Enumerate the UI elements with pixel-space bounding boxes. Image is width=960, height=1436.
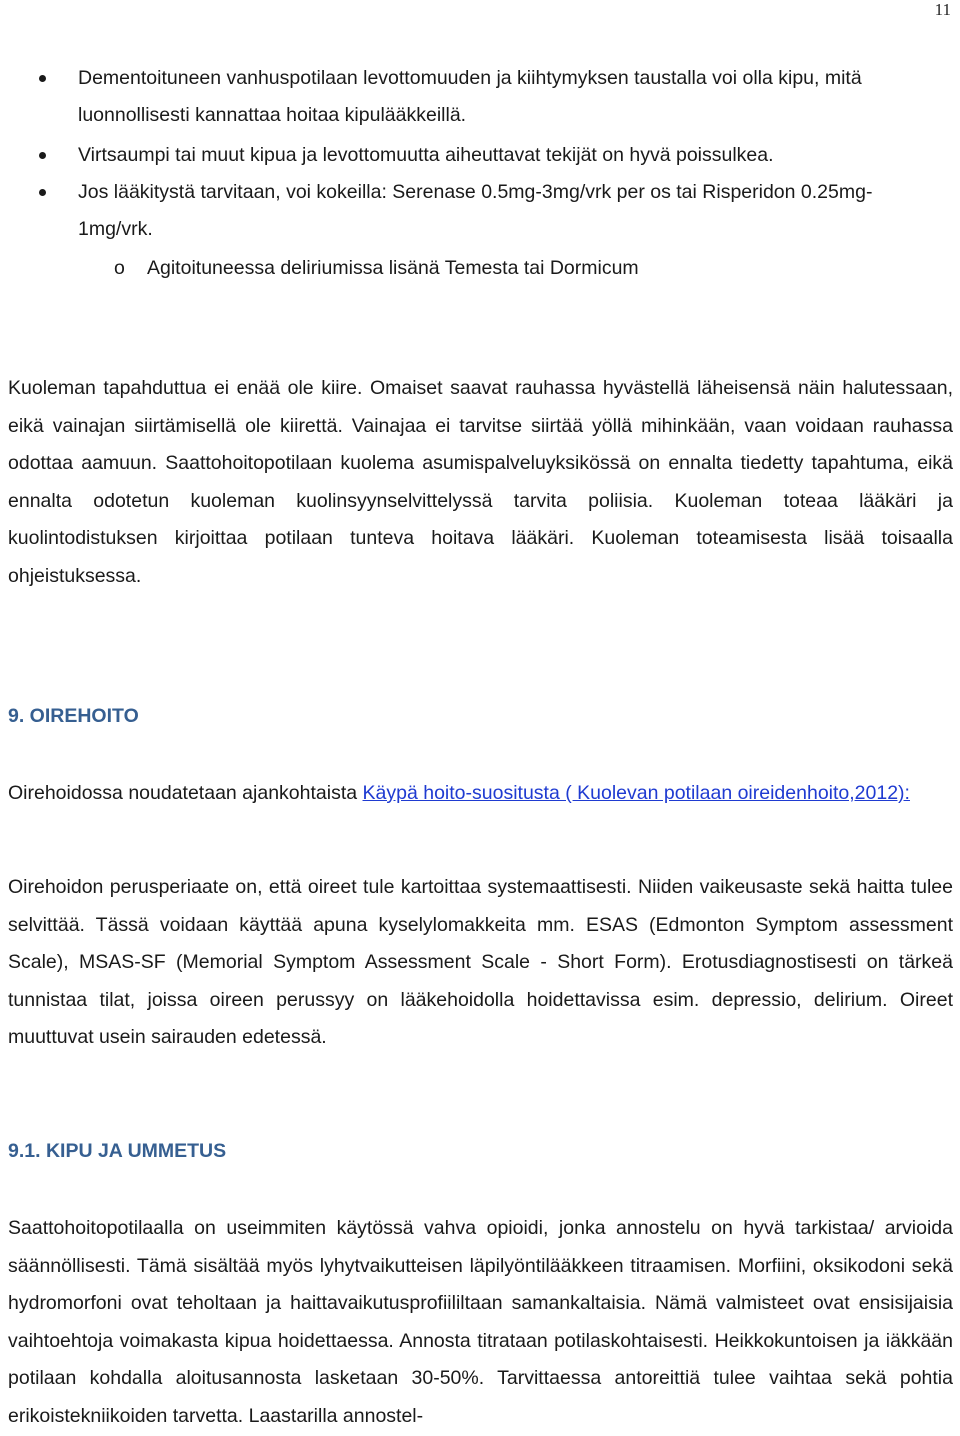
page-number: 11 [934, 0, 951, 19]
bullet-text: Dementoituneen vanhuspotilaan levottomuuden ja kiihtymyksen taustalla voi olla kipu, mitä luonnollisesti kannattaa hoitaa kipulääkkeillä. [78, 67, 862, 126]
sub-bullet-marker: o [114, 257, 125, 279]
kipu-paragraph: Saattohoitopotilaalla on useimmiten käytössä vahva opioidi, jonka annostelu on hyvä tarkistaa/ arvioida säännöllisesti. Tämä sisältää myös lyhytvaikutteisen läpilyöntilääkkeen titraamisen. Morfiini, oksikodoni sekä hydromorfoni ovat teholtaan ja haittavaikutusprofiililtaan samankaltaisia. Nämä valmisteet ovat ensisijaisia vaihtoehtoja voimakasta kipua hoidettaessa. Annosta titrataan potilaskohtaisesti. Heikkokuntoisen ja iäkkään potilaan kohdalla aloitusannosta lasketaan 30-50%. Tarvittaessa antoreittiä tulee vaihtaa sekä pohtia erikoistekniikoiden tarvetta. Laastarilla annostel- [8, 1217, 953, 1427]
death-paragraph: Kuoleman tapahduttua ei enää ole kiire. Omaiset saavat rauhassa hyvästellä läheisensä näin halutessaan, eikä vainajan siirtämisellä ole kiirettä. Vainajaa ei tarvitse siirtää yöllä mihinkään, vaan voidaan rauhassa odottaa aamuun. Saattohoitopotilaan kuolema asumispalveluyksikössä on ennalta tiedetty tapahtuma, eikä ennalta odotetun kuoleman kuolinsyynselvittelyssä tarvita poliisia. Kuoleman toteaa lääkäri ja kuolintodistuksen kirjoittaa potilaan tunteva hoitava lääkäri. Kuoleman toteamisesta lisää toisaalla ohjeistuksessa. [8, 377, 953, 587]
section-heading-kipu-ummetus: 9.1. KIPU JA UMMETUS [8, 1140, 227, 1162]
sub-bullet-text: Agitoituneessa deliriumissa lisänä Temesta tai Dormicum [147, 257, 639, 279]
oirehoito-paragraph: Oirehoidon perusperiaate on, että oireet tule kartoittaa systemaattisesti. Niiden vaikeusaste sekä haitta tulee selvittää. Tässä voidaan käyttää apuna kyselylomakkeita mm. ESAS (Edmonton Symptom assessment Scale), MSAS-SF (Memorial Symptom Assessment Scale - Short Form). Erotusdiagnostisesti on tärkeä tunnistaa tilat, joissa oireen perussyy on lääkehoidolla hoidettavissa esim. depressio, delirium. Oireet muuttuvat usein sairauden edetessä. [8, 876, 953, 1049]
bullet-text: Jos lääkitystä tarvitaan, voi kokeilla: Serenase 0.5mg-3mg/vrk per os tai Risperidon 0.25mg-1mg/vrk. [78, 181, 873, 240]
section-heading-oirehoito: 9. OIREHOITO [8, 705, 139, 727]
bullet-dot-icon [39, 75, 46, 82]
bullet-dot-icon [39, 189, 46, 196]
bullet-dot-icon [39, 152, 46, 159]
bullet-text: Virtsaumpi tai muut kipua ja levottomuutta aiheuttavat tekijät on hyvä poissulkea. [78, 144, 774, 166]
section-intro [8, 775, 953, 813]
kaypa-hoito-link[interactable]: Käypä hoito-suositusta ( Kuolevan potilaan oireidenhoito,2012): [362, 782, 910, 804]
intro-text: Oirehoidossa noudatetaan ajankohtaista [8, 782, 363, 804]
